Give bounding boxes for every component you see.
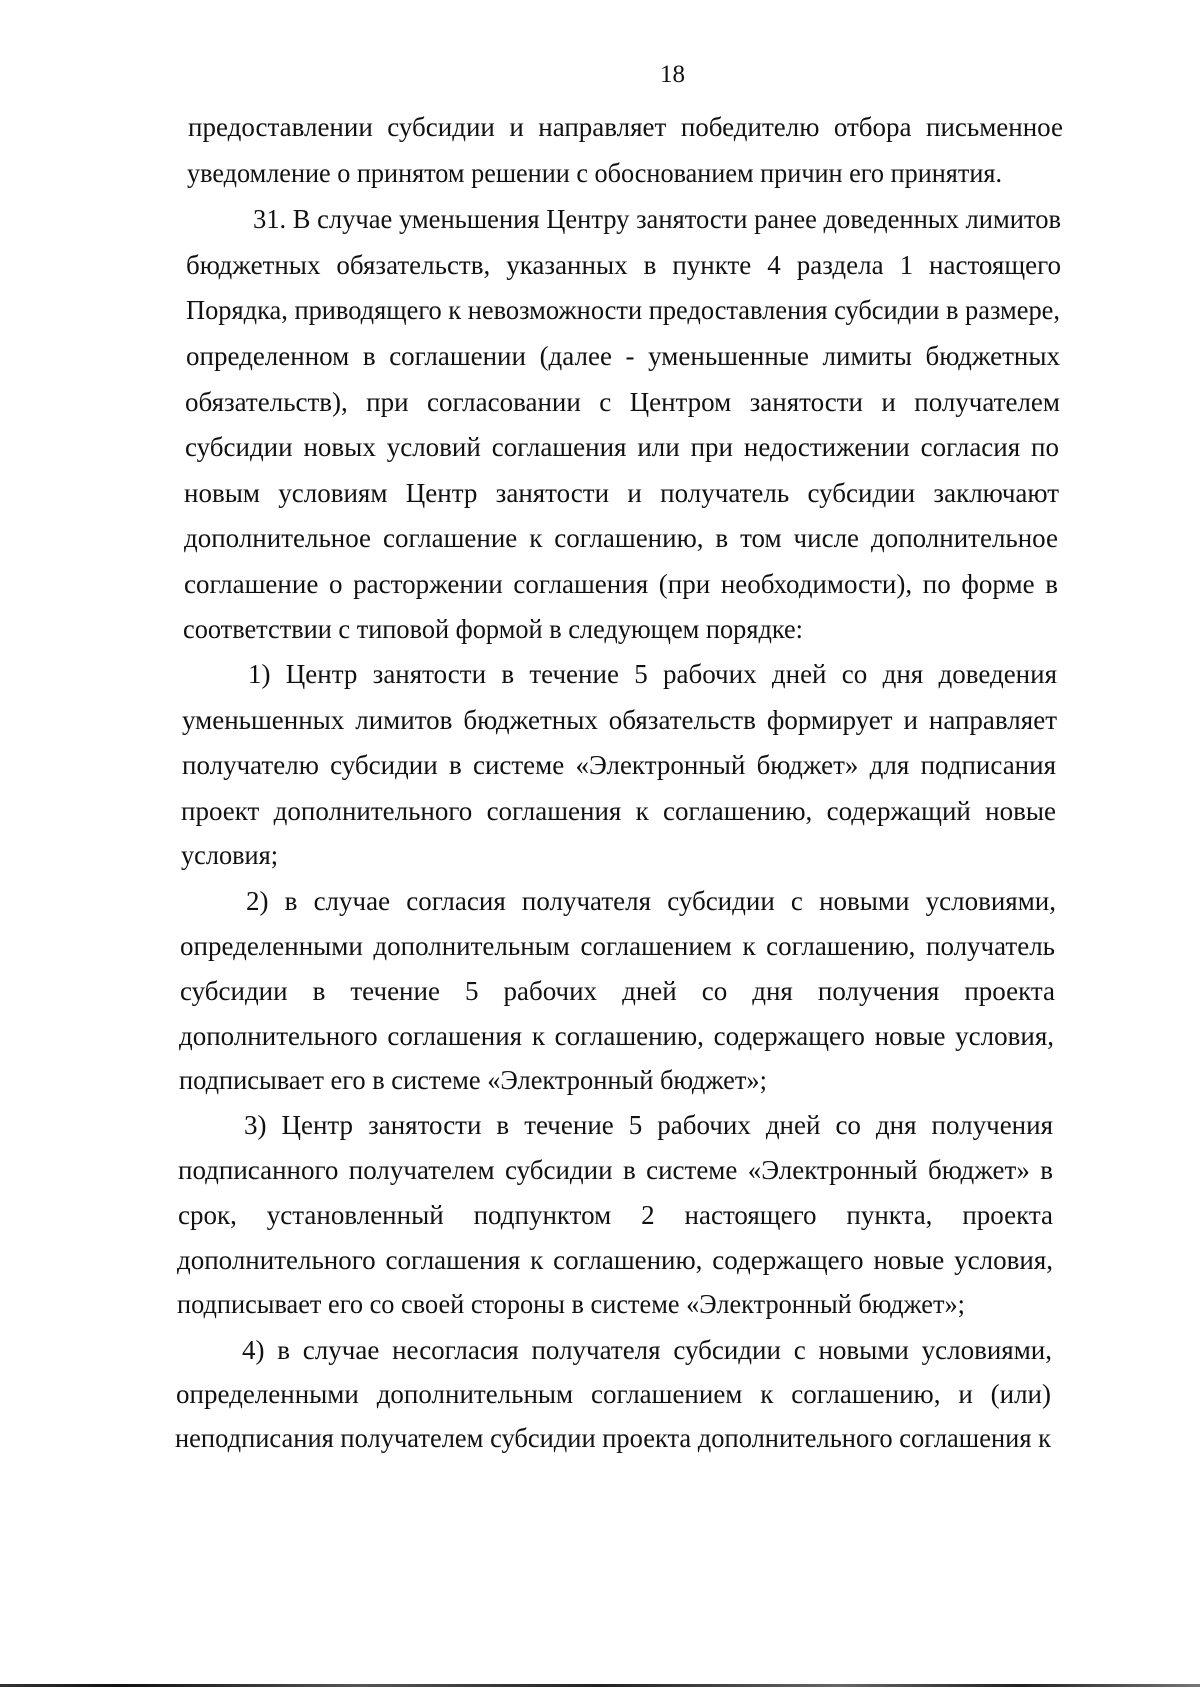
text-line: подписывает его в системе «Электронный бюджет»; — [179, 1065, 767, 1095]
text-line: подписанного получателем субсидии в системе «Электронный бюджет» в — [178, 1155, 1053, 1185]
text-line: срок, установленный подпунктом 2 настоящего пункта, проекта — [178, 1200, 1053, 1230]
page-number: 18 — [660, 61, 685, 88]
text-line: уменьшенных лимитов бюджетных обязательств формирует и направляет — [182, 705, 1057, 735]
text-line: субсидии новых условий соглашения или при недостижении согласия по — [185, 432, 1059, 462]
text-line: 2) в случае согласия получателя субсидии с новыми условиями, — [246, 886, 1056, 916]
text-line: уведомление о принятом решении с обоснованием причин его принятия. — [187, 158, 1002, 188]
text-line: определенными дополнительным соглашением к соглашению, получатель — [180, 931, 1055, 961]
text-line: новым условиям Центр занятости и получатель субсидии заключают — [184, 478, 1059, 508]
text-line: неподписания получателем субсидии проекта дополнительного соглашения к — [175, 1423, 1051, 1453]
text-line: дополнительного соглашения к соглашению, содержащего новые условия, — [179, 1021, 1054, 1051]
text-line: дополнительное соглашение к соглашению, в том числе дополнительное — [184, 523, 1058, 553]
text-line: определенном в соглашении (далее - уменьшенные лимиты бюджетных — [186, 341, 1060, 371]
text-line: Порядка, приводящего к невозможности предоставления субсидии в размере, — [186, 295, 1060, 325]
text-line: бюджетных обязательств, указанных в пункте 4 раздела 1 настоящего — [186, 250, 1061, 280]
text-line: 3) Центр занятости в течение 5 рабочих дней со дня получения — [244, 1110, 1053, 1140]
text-line: обязательств), при согласовании с Центром занятости и получателем — [185, 387, 1060, 417]
text-line: субсидии в течение 5 рабочих дней со дня получения проекта — [180, 976, 1055, 1006]
text-line: проект дополнительного соглашения к соглашению, содержащий новые — [181, 796, 1056, 826]
scan-bottom-edge — [0, 1684, 1200, 1687]
text-line: получателю субсидии в системе «Электронный бюджет» для подписания — [182, 750, 1056, 780]
text-line: соответствии с типовой формой в следующем порядке: — [183, 614, 803, 644]
text-line: подписывает его со своей стороны в системе «Электронный бюджет»; — [177, 1289, 965, 1319]
text-line: 1) Центр занятости в течение 5 рабочих дней со дня доведения — [248, 659, 1057, 689]
text-line: предоставлении субсидии и направляет победителю отбора письменное — [188, 112, 1063, 142]
text-line: 4) в случае несогласия получателя субсидии с новыми условиями, — [242, 1335, 1052, 1365]
text-line: соглашение о расторжении соглашения (при необходимости), по форме в — [184, 569, 1058, 599]
text-line: условия; — [181, 840, 278, 870]
text-line: определенными дополнительным соглашением к соглашению, и (или) — [176, 1379, 1051, 1409]
text-line: дополнительного соглашения к соглашению, содержащего новые условия, — [177, 1245, 1053, 1275]
text-line: 31. В случае уменьшения Центру занятости ранее доведенных лимитов — [253, 204, 1061, 234]
